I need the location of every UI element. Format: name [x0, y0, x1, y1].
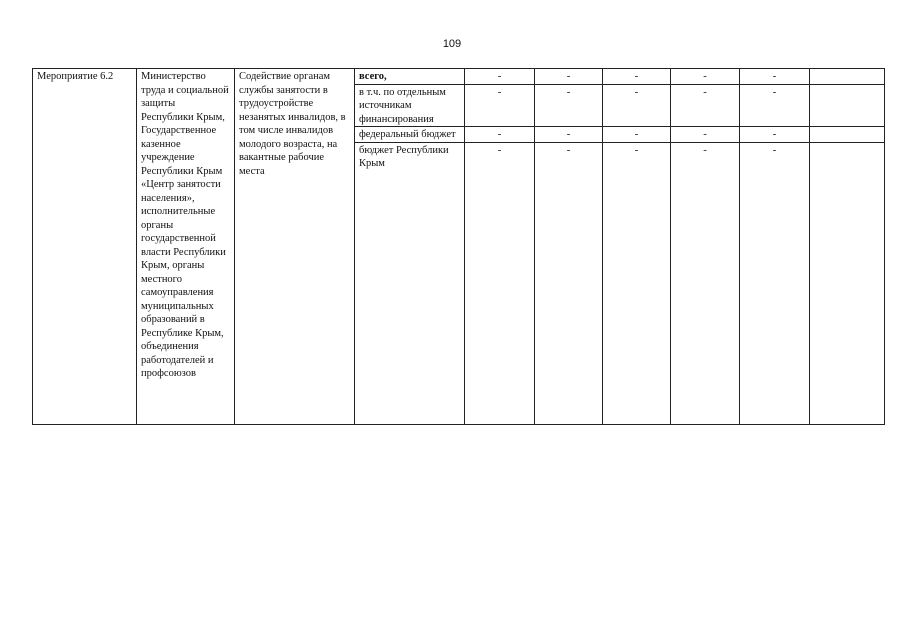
- funding-value: -: [603, 69, 671, 85]
- funding-value: -: [465, 69, 535, 85]
- funding-value: [810, 84, 885, 127]
- funding-value: [810, 127, 885, 143]
- funding-value: -: [671, 142, 740, 424]
- funding-value: -: [740, 127, 810, 143]
- funding-value: -: [535, 69, 603, 85]
- funding-value: -: [535, 84, 603, 127]
- funding-source: всего,: [355, 69, 465, 85]
- funding-value: -: [465, 84, 535, 127]
- funding-value: -: [740, 69, 810, 85]
- funding-value: -: [671, 84, 740, 127]
- funding-value: -: [603, 127, 671, 143]
- funding-value: -: [603, 142, 671, 424]
- table-row: [33, 69, 885, 85]
- funding-source: бюджет Республики Крым: [355, 142, 465, 424]
- page-number: 109: [442, 38, 462, 50]
- funding-value: -: [740, 142, 810, 424]
- funding-value: -: [671, 127, 740, 143]
- funding-value: -: [535, 127, 603, 143]
- funding-value: -: [740, 84, 810, 127]
- funding-value: -: [535, 142, 603, 424]
- funding-value: [810, 69, 885, 85]
- funding-value: -: [465, 127, 535, 143]
- funding-value: -: [465, 142, 535, 424]
- funding-value: -: [671, 69, 740, 85]
- funding-source: федеральный бюджет: [355, 127, 465, 143]
- funding-source: в т.ч. по отдельным источникам финансирования: [355, 84, 465, 127]
- activity-description: Содействие органам службы занятости в трудоустройстве незанятых инвалидов, в том числе инвалидов молодого возраста, на вакантные рабочие места: [235, 69, 355, 425]
- activity-executors: Министерство труда и социальной защиты Республики Крым, Государственное казенное учреждение Республики Крым «Центр занятости населения», исполнительные органы государственной власти Республики Крым, органы местного самоуправления муниципальных образований в Республике Крым, объединения работодателей и профсоюзов: [137, 69, 235, 425]
- funding-value: [810, 142, 885, 424]
- funding-value: -: [603, 84, 671, 127]
- activity-table: [32, 68, 885, 425]
- activity-name: Мероприятие 6.2: [33, 69, 137, 425]
